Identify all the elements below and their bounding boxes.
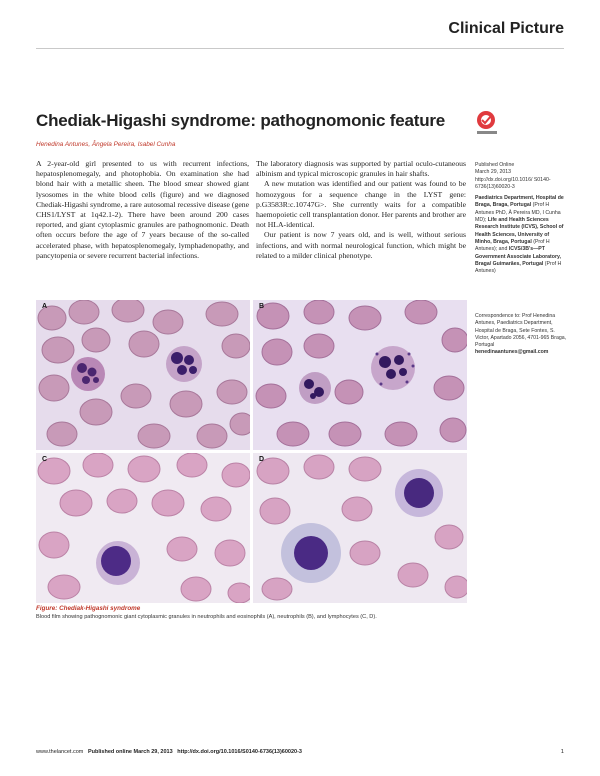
footer	[36, 749, 302, 755]
micrograph-d	[253, 453, 467, 603]
affiliation-2: Life and Health Sciences Research Institute (ICVS), School of Health Sciences, University of Minho, Braga, Portugal	[475, 217, 564, 245]
panel-b	[253, 300, 467, 450]
paragraph: A new mutation was identified and our patient was found to be homozygous for a sequence change in the LYST gene: p.G3583R:c.10747G>. She currently waits for a compatible haemopoietic cell transplantation donor. Her parents and brother are not HLA-identical.	[256, 179, 466, 230]
affiliation-3-names: (Prof H Antunes)	[475, 260, 562, 275]
page-number: 1	[560, 749, 564, 755]
affiliation-1: Paediatrics Department, Hospital de Braga, Braga, Portugal	[475, 195, 564, 209]
affiliation-1-names: (Prof H Antunes PhD, Â Pereira MD, I Cunha MD);	[475, 202, 561, 224]
affiliation-3: ICVS/3B's—PT Government Associate Laboratory, Braga/ Guimarães, Portugal	[475, 246, 561, 267]
article-title: Chediak-Higashi syndrome: pathognomonic feature	[36, 111, 446, 130]
panel-letter: D	[259, 456, 265, 463]
published-label: Published Online	[475, 162, 515, 168]
footer-doi[interactable]: http://dx.doi.org/10.1016/S0140-6736(13)60020-3	[177, 749, 302, 755]
affiliation-3-and: and	[498, 246, 508, 253]
published-date: March 29, 2013	[475, 169, 512, 176]
blood-film-figure	[36, 300, 467, 602]
panel-letter: A	[42, 303, 48, 310]
correspondence-text: Correspondence to: Prof Henedina Antunes, Paediatrics Department, Hospital de Braga, Sete Fontes, S. Victor, Apartado 2056, 4701-965 Braga, Portugal	[475, 313, 567, 349]
panel-letter: C	[42, 456, 48, 463]
section-label: Clinical Picture	[448, 20, 564, 37]
affiliations	[475, 195, 567, 275]
panel-c	[36, 453, 250, 603]
correspondence-email[interactable]: henedinaantunes@gmail.com	[475, 349, 549, 356]
micrograph-c	[36, 453, 250, 603]
body-column-2	[256, 159, 466, 261]
footer-site[interactable]: www.thelancet.com	[36, 749, 84, 755]
footer-published: Published online March 29, 2013	[87, 749, 173, 755]
figure-caption: Blood film showing pathognomonic giant cytoplasmic granules in neutrophils and eosinophils (A), neutrophils (B), and lymphocytes (C, D).	[36, 614, 377, 620]
paragraph: Our patient is now 7 years old, and is well, without serious infections, and with normal neurological function, which might be related to a milder clinical phenotype.	[256, 230, 466, 260]
paragraph: A 2-year-old girl presented to us with recurrent infections, hepatosplenomegaly, and photophobia. On examination she had blond hair with a metallic sheen. The blood smear showed giant lysosomes in the white blood cells (figure) and we diagnosed Chediak-Higashi syndrome, a rare autosomal recessive disease (gene CHS1/LYST at 1q42.1-2). There have been around 200 cases reported, and giant cytoplasmic granules are pathognomonic. Death often occurs before the age of 7 years because of the so-called accelerated phase, with hepatosplenomegaly, lymphadenopathy, and pancytopenia or severe recurrent bacterial infections.	[36, 159, 249, 260]
micrograph-a	[36, 300, 250, 450]
header-rule	[36, 48, 564, 49]
panel-letter: B	[259, 303, 265, 310]
sidebar-publication-info	[475, 162, 567, 275]
doi-link[interactable]: http://dx.doi.org/10.1016/ S0140-6736(13)60020-3	[475, 176, 551, 190]
figure-caption-title: Figure: Chediak-Higashi syndrome	[36, 605, 141, 612]
authors-line: Henedina Antunes, Ângela Pereira, Isabel Cunha	[36, 141, 176, 148]
paragraph: The laboratory diagnosis was supported by partial oculo-cutaneous albinism and typical microscopic granules in hair shafts.	[256, 159, 466, 179]
micrograph-b	[253, 300, 467, 450]
panel-d	[253, 453, 467, 603]
crossmark-icon[interactable]	[473, 110, 503, 136]
panel-a	[36, 300, 250, 450]
sidebar-correspondence	[475, 313, 567, 357]
body-column-1	[36, 159, 249, 261]
affiliation-2-names: (Prof H Antunes);	[475, 238, 550, 253]
